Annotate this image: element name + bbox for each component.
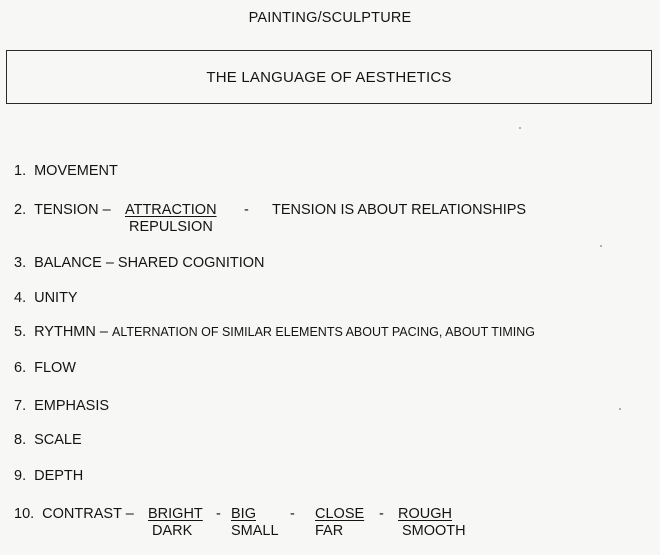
separator: - <box>216 506 221 522</box>
list-item <box>14 506 134 522</box>
contrast-top: BIG <box>231 506 256 522</box>
item-label: TENSION – <box>34 202 111 218</box>
item-label: MOVEMENT <box>34 163 118 179</box>
separator: - <box>379 506 384 522</box>
item-label: EMPHASIS <box>34 398 110 414</box>
list-item <box>14 202 111 218</box>
list-item <box>14 163 118 179</box>
item-number: 8. <box>14 432 27 448</box>
list-item <box>14 290 78 306</box>
separator: - <box>290 506 295 522</box>
item-label: SCALE <box>34 432 82 448</box>
contrast-bottom: SMOOTH <box>402 523 466 539</box>
contrast-bottom: SMALL <box>231 523 279 539</box>
contrast-top: BRIGHT <box>148 506 203 522</box>
item-number: 7. <box>14 398 27 414</box>
term-top: ATTRACTION <box>125 202 217 218</box>
item-label: FLOW <box>34 360 76 376</box>
list-item <box>14 324 535 340</box>
item-number: 5. <box>14 324 27 340</box>
page-header: PAINTING/SCULPTURE <box>248 10 412 26</box>
item-number: 10. <box>14 506 35 522</box>
item-number: 2. <box>14 202 27 218</box>
item-note: TENSION IS ABOUT RELATIONSHIPS <box>272 202 527 218</box>
item-note: ALTERNATION OF SIMILAR ELEMENTS ABOUT PACING, ABOUT TIMING <box>111 325 535 339</box>
item-label: DEPTH <box>34 468 84 484</box>
document-title: THE LANGUAGE OF AESTHETICS <box>206 68 452 86</box>
item-number: 3. <box>14 255 27 271</box>
list-item <box>14 255 265 271</box>
term-bottom: REPULSION <box>129 219 213 235</box>
item-number: 1. <box>14 163 27 179</box>
scan-speck <box>619 408 621 410</box>
separator: - <box>244 202 249 218</box>
item-number: 6. <box>14 360 27 376</box>
item-label: UNITY <box>34 290 78 306</box>
contrast-bottom: DARK <box>152 523 193 539</box>
list-item <box>14 398 109 414</box>
contrast-top: CLOSE <box>315 506 365 522</box>
title-box <box>6 50 652 104</box>
contrast-bottom: FAR <box>315 523 344 539</box>
list-item <box>14 360 76 376</box>
item-label: BALANCE – SHARED COGNITION <box>34 255 265 271</box>
item-number: 4. <box>14 290 27 306</box>
contrast-top: ROUGH <box>398 506 452 522</box>
scan-speck <box>519 127 521 129</box>
item-label: CONTRAST – <box>42 506 134 522</box>
item-number: 9. <box>14 468 27 484</box>
list-item <box>14 468 83 484</box>
list-item <box>14 432 82 448</box>
item-label: RYTHMN – <box>34 324 108 340</box>
scan-speck <box>600 245 602 247</box>
